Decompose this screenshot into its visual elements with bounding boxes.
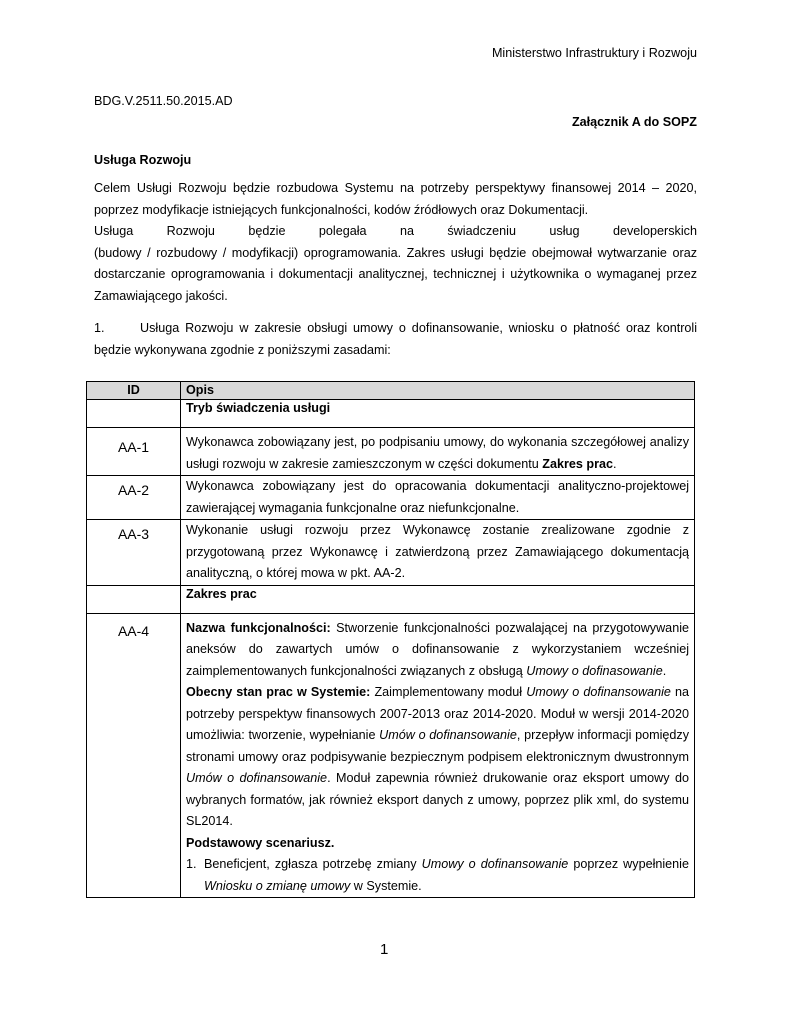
current-state-text: Zaimplementowany moduł [370, 685, 527, 699]
list-item-number: 1. [186, 857, 197, 871]
word: na [399, 224, 414, 238]
list-item-italic: Wniosku o zmianę umowy [204, 878, 351, 893]
word: developerskich [612, 224, 697, 238]
table-row [87, 428, 695, 476]
table-row [87, 520, 695, 586]
row-id: AA-1 [87, 428, 181, 476]
table-row [87, 613, 695, 898]
section-heading: Zakres prac [181, 585, 695, 613]
table-row [87, 476, 695, 520]
row-id: AA-3 [87, 520, 181, 586]
row-end: . [612, 456, 617, 471]
feature-name-italic: Umowy o dofinasowanie [526, 663, 663, 678]
paragraph-scope-first-line [94, 221, 697, 243]
paragraph-scope [94, 221, 697, 307]
current-state-italic: Umów o dofinansowanie [379, 728, 517, 742]
current-state-label: Obecny stan prac w Systemie: [186, 685, 371, 699]
row-desc: Wykonawca zobowiązany jest do opracowania dokumentacji analityczno-projektowej zawierającej wymagania funkcjonalne oraz niefunkcjonalne. [181, 476, 695, 520]
column-header-id: ID [87, 382, 181, 400]
current-state-text: , przepływ informacji pomiędzy stronami umowy oraz podpisywanie bezpiecznym podpisem elektronicznym dwustronnym [186, 728, 689, 764]
attachment-title: Załącznik A do SOPZ [571, 115, 697, 129]
table-section-row [87, 585, 695, 613]
list-item-part: poprzez wypełnienie [568, 857, 689, 871]
paragraph-goal: Celem Usługi Rozwoju będzie rozbudowa Systemu na potrzeby perspektywy finansowej 2014 – 2020, poprzez modyfikacje istniejących funkcjonalności, kodów źródłowych oraz Dokumentacji. [94, 181, 697, 217]
column-header-desc: Opis [181, 382, 695, 400]
row-desc [181, 428, 695, 476]
table-section-row [87, 400, 695, 428]
page-header: Ministerstwo Infrastruktury i Rozwoju [491, 46, 697, 60]
word: Rozwoju [166, 224, 215, 238]
scenario-heading: Podstawowy scenariusz. [186, 835, 335, 850]
table-cell-empty [87, 585, 181, 613]
current-state-italic: Umów o dofinansowanie [186, 771, 328, 785]
current-state-italic: Umowy o dofinansowanie [526, 685, 671, 699]
current-state-text: na potrzeby perspektyw finansowych 2007-2013 oraz 2014-2020. Moduł w wersji 2014-2020 umożliwia: tworzenie, wypełnianie [186, 685, 689, 742]
list-item-part: Beneficjent, zgłasza potrzebę zmiany [204, 857, 422, 871]
section-title: Usługa Rozwoju [94, 153, 192, 167]
row-id: AA-4 [87, 613, 181, 898]
row-id: AA-2 [87, 476, 181, 520]
feature-name-text: Stworzenie funkcjonalności pozwalającej na przygotowywanie aneksów do zawartych umów o dofinansowanie z wykorzystaniem wcześniej zaimplementowanych funkcjonalności związanych z obsługą [186, 620, 689, 678]
word: będzie [248, 224, 286, 238]
word: usług [549, 224, 580, 238]
list-item-italic: Umowy o dofinansowanie [421, 857, 569, 871]
paragraph-number: 1. [94, 321, 105, 335]
word: świadczeniu [447, 224, 516, 238]
row-desc: Wykonanie usługi rozwoju przez Wykonawcę zostanie zrealizowane zgodnie z przygotowaną przez Wykonawcę i zatwierdzoną przez Zamawiającego dokumentacją analityczną, o której mowa w pkt. AA-2. [181, 520, 695, 586]
paragraph-scope-rest: (budowy / rozbudowy / modyfikacji) oprogramowania. Zakres usługi będzie obejmował wytwarzanie oraz dostarczanie oprogramowania i dokumentacji analitycznej, technicznej i użytkownika o wymaganej przez Zamawiającego jakości. [94, 245, 697, 303]
section-heading: Tryb świadczenia usługi [181, 400, 695, 428]
page-number: 1 [380, 941, 389, 958]
row-text: Wykonawca zobowiązany jest, po podpisaniu umowy, do wykonania szczegółowej analizy usługi rozwoju w zakresie zamieszczonym w części dokumentu [186, 435, 689, 471]
list-item [186, 854, 689, 897]
row-desc [181, 613, 695, 898]
numbered-paragraph [94, 318, 697, 361]
feature-name [186, 618, 689, 683]
document-reference: BDG.V.2511.50.2015.AD [94, 94, 233, 108]
list-item-part: w Systemie. [350, 878, 422, 893]
current-state [186, 682, 689, 833]
feature-name-label: Nazwa funkcjonalności: [186, 620, 331, 635]
paragraph-text: Usługa Rozwoju w zakresie obsługi umowy o dofinansowanie, wniosku o płatność oraz kontroli będzie wykonywana zgodnie z poniższymi zasadami: [94, 321, 697, 357]
table-cell-empty [87, 400, 181, 428]
word: polegała [318, 224, 367, 238]
requirements-table [86, 381, 695, 898]
current-state-text: . Moduł zapewnia również drukowanie oraz eksport umowy do wybranych formatów, jak również eksport danych z umowy, poprzez plik xml, do systemu SL2014. [186, 771, 689, 828]
word: Usługa [94, 224, 134, 238]
table-header-row [87, 382, 695, 400]
feature-name-end: . [662, 663, 667, 678]
row-bold: Zakres prac [542, 456, 613, 471]
list-item-text [204, 854, 689, 897]
